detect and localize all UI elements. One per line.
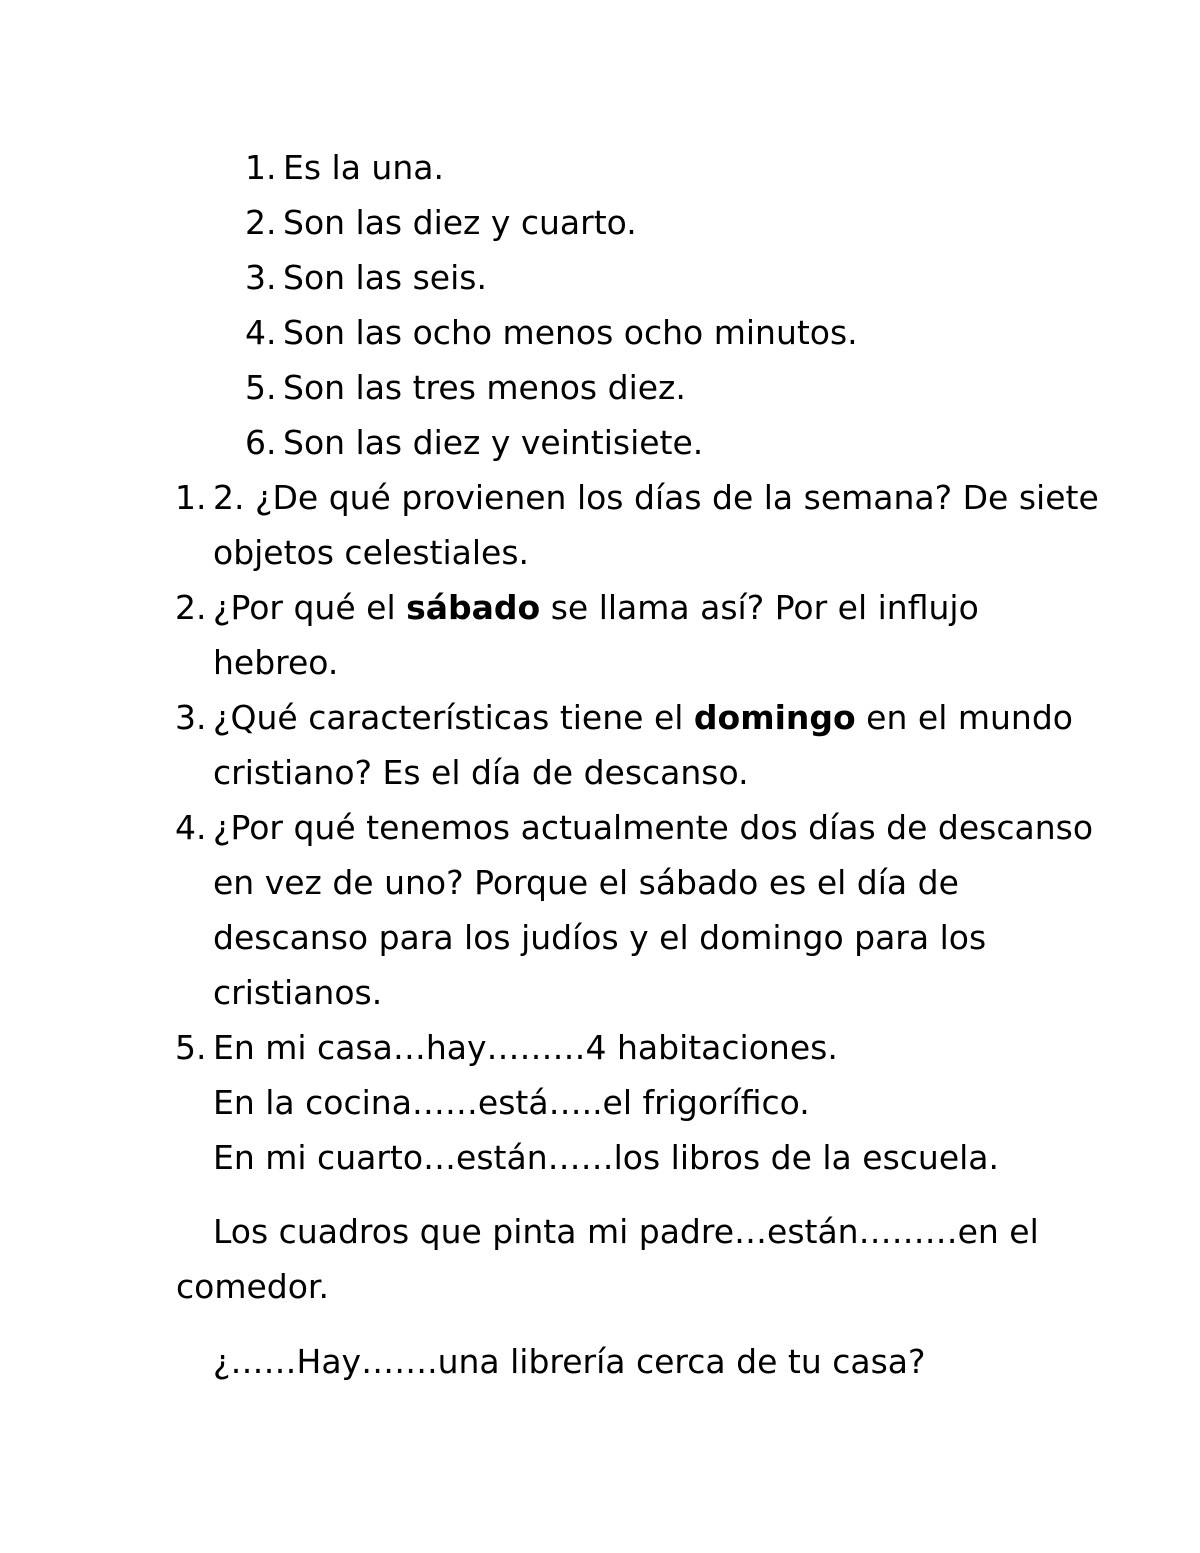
question-text xyxy=(213,698,1073,738)
question-number: 3. xyxy=(175,698,207,737)
question-text: objetos celestiales. xyxy=(213,533,530,572)
list-item-text: Son las seis. xyxy=(283,258,487,297)
question-text: en vez de uno? Porque el sábado es el día de xyxy=(213,863,959,902)
question-text: cristiano? Es el día de descanso. xyxy=(213,753,749,792)
question-number: 5. xyxy=(175,1028,207,1067)
question-number: 2. xyxy=(175,588,207,627)
list-number: 5. xyxy=(245,368,277,407)
question-text-part: en el mundo xyxy=(855,698,1073,737)
question-text: En la cocina……está…..el frigorífico. xyxy=(213,1083,810,1122)
question-text: 2. ¿De qué provienen los días de la semana? De siete xyxy=(213,478,1099,517)
list-number: 6. xyxy=(245,423,277,462)
question-number: 4. xyxy=(175,808,207,847)
paragraph-line: Los cuadros que pinta mi padre…están………en el xyxy=(213,1212,1039,1251)
list-item-text: Son las diez y cuarto. xyxy=(283,203,637,242)
list-item-text: Son las diez y veintisiete. xyxy=(283,423,704,462)
list-number: 2. xyxy=(245,203,277,242)
bold-keyword: domingo xyxy=(693,698,856,737)
question-text-part: ¿Qué características tiene el xyxy=(213,698,694,737)
list-number: 1. xyxy=(245,148,277,187)
question-text: descanso para los judíos y el domingo para los xyxy=(213,918,987,957)
list-number: 3. xyxy=(245,258,277,297)
question-text: En mi casa…hay………4 habitaciones. xyxy=(213,1028,838,1067)
question-text: cristianos. xyxy=(213,973,383,1012)
question-text-part: se llama así? Por el influjo xyxy=(540,588,979,627)
list-number: 4. xyxy=(245,313,277,352)
paragraph-line: comedor. xyxy=(176,1267,329,1306)
paragraph-line: ¿……Hay…….una librería cerca de tu casa? xyxy=(213,1342,926,1381)
question-number: 1. xyxy=(175,478,207,517)
bold-keyword: sábado xyxy=(406,588,541,627)
question-text: ¿Por qué tenemos actualmente dos días de descanso xyxy=(213,808,1094,847)
list-item-text: Es la una. xyxy=(283,148,444,187)
list-item-text: Son las tres menos diez. xyxy=(283,368,686,407)
question-text xyxy=(213,588,979,628)
list-item-text: Son las ocho menos ocho minutos. xyxy=(283,313,858,352)
question-text: En mi cuarto…están……los libros de la escuela. xyxy=(213,1138,1000,1177)
question-text: hebreo. xyxy=(213,643,339,682)
question-text-part: ¿Por qué el xyxy=(213,588,407,627)
